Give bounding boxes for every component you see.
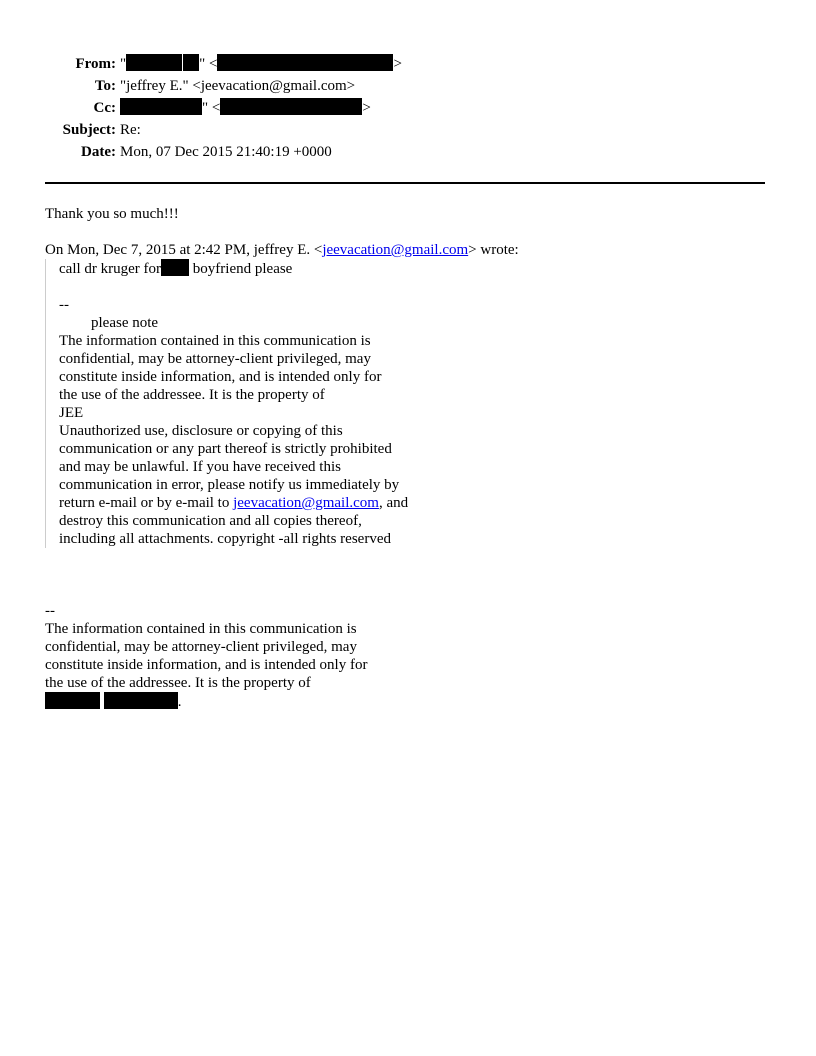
disclaimer-line: including all attachments. copyright -all rights reserved [59, 531, 391, 547]
signature [45, 602, 765, 711]
disclaimer-line: confidential, may be attorney-client privileged, may [59, 351, 371, 367]
redaction-box [161, 259, 189, 276]
signature-line: . [45, 692, 765, 711]
header-divider [45, 182, 765, 184]
redaction-box [220, 98, 362, 115]
to-label: To: [94, 78, 116, 94]
subject-label: Subject: [62, 122, 116, 138]
disclaimer-line: communication or any part thereof is strictly prohibited [59, 441, 392, 457]
date-value: Mon, 07 Dec 2015 21:40:19 +0000 [120, 144, 332, 160]
quoted-message [45, 259, 765, 548]
disclaimer-line: JEE [59, 405, 84, 421]
to-row [45, 75, 402, 97]
signature-line: The information contained in this communication is [45, 621, 357, 637]
disclaimer-email-link[interactable]: jeevacation@gmail.com [233, 495, 379, 511]
redaction-box [104, 692, 178, 709]
disclaimer-line: the use of the addressee. It is the property of [59, 387, 325, 403]
redaction-box [183, 54, 199, 71]
quoted-sig-dashes: -- [59, 297, 69, 313]
redaction-box [217, 54, 393, 71]
to-value: "jeffrey E." <jeevacation@gmail.com> [120, 78, 356, 94]
quote-attribution: On Mon, Dec 7, 2015 at 2:42 PM, jeffrey E. <jeevacation@gmail.com> wrote: [45, 242, 519, 258]
redaction-box [126, 54, 182, 71]
attribution-email-link[interactable]: jeevacation@gmail.com [322, 242, 469, 258]
signature-line: constitute inside information, and is intended only for [45, 657, 368, 673]
subject-row [45, 119, 402, 141]
disclaimer-line: communication in error, please notify us immediately by [59, 477, 400, 493]
disclaimer-line: return e-mail or by e-mail to jeevacation@gmail.com, and [59, 495, 409, 511]
disclaimer-line: destroy this communication and all copies thereof, [59, 513, 362, 529]
from-row [45, 53, 402, 75]
redaction-box [120, 98, 202, 115]
email-body [45, 205, 765, 711]
signature-dashes: -- [45, 603, 55, 619]
reply-text: Thank you so much!!! [45, 206, 179, 222]
please-note: please note [91, 315, 159, 331]
email-headers [45, 53, 402, 163]
from-value: " " < > [120, 56, 402, 72]
subject-value: Re: [120, 122, 141, 138]
cc-row [45, 97, 402, 119]
date-row [45, 141, 402, 163]
quoted-line: call dr kruger for boyfriend please [59, 261, 293, 277]
redaction-box [45, 692, 100, 709]
from-label: From: [75, 56, 116, 72]
disclaimer-line: Unauthorized use, disclosure or copying of this [59, 423, 343, 439]
disclaimer-line: The information contained in this communication is [59, 333, 371, 349]
disclaimer-line: constitute inside information, and is intended only for [59, 369, 382, 385]
cc-value: " < > [120, 97, 371, 119]
date-label: Date: [81, 144, 116, 160]
cc-label: Cc: [93, 100, 116, 116]
signature-line: the use of the addressee. It is the property of [45, 675, 311, 691]
disclaimer-line: and may be unlawful. If you have received this [59, 459, 341, 475]
signature-line: confidential, may be attorney-client privileged, may [45, 639, 357, 655]
